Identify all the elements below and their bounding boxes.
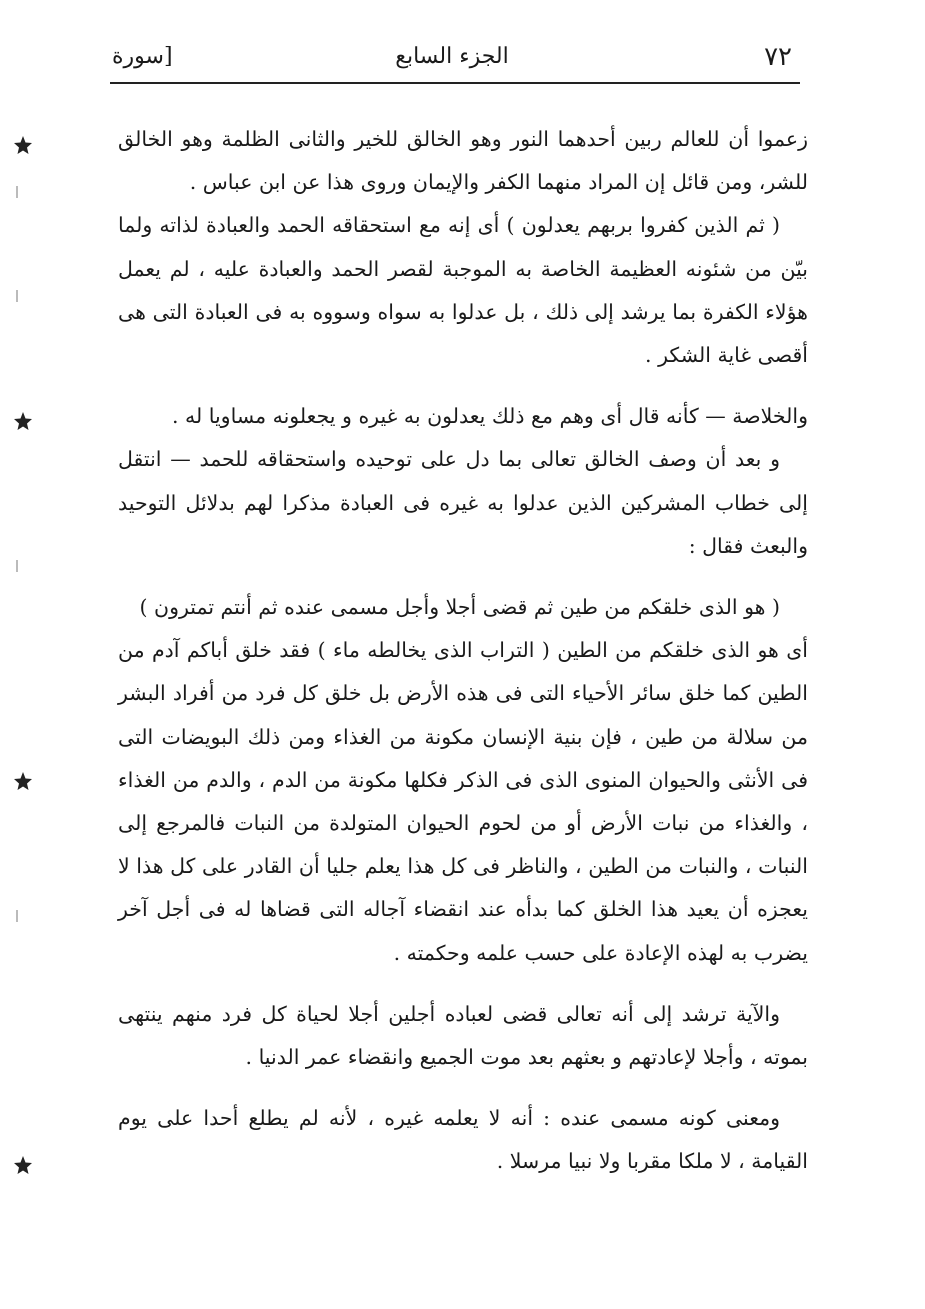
star-mark-icon xyxy=(12,1154,34,1176)
margin-tick xyxy=(16,290,18,302)
margin-tick xyxy=(16,910,18,922)
paragraph-1: زعموا أن للعالم ربين أحدهما النور وهو الخالق للخير والثانى الظلمة وهو الخالق للشر، ومن قائل إن المراد منهما الكفر والإيمان وروى هذا عن ابن عباس . xyxy=(118,127,808,195)
header-rule xyxy=(110,82,800,84)
paragraph-4: و بعد أن وصف الخالق تعالى بما دل على توحيده واستحقاقه للحمد — انتقل إلى خطاب المشركين الذين عدلوا به غيره فى العبادة مذكرا لهم بدلائل التوحيد والبعث فقال : xyxy=(118,447,808,558)
margin-tick xyxy=(16,560,18,572)
part-title: الجزء السابع xyxy=(395,44,509,69)
surah-label: [سورة xyxy=(112,44,173,69)
page-header xyxy=(112,38,792,82)
paragraph-5: ( هو الذى خلقكم من طين ثم قضى أجلا وأجل مسمى عنده ثم أنتم تمترون ) xyxy=(139,595,780,620)
paragraph-3: والخلاصة — كأنه قال أى وهم مع ذلك يعدلون به غيره و يجعلونه مساويا له . xyxy=(171,404,808,429)
star-mark-icon xyxy=(12,410,34,432)
star-mark-icon xyxy=(12,134,34,156)
paragraph-2: ( ثم الذين كفروا بربهم يعدلون ) أى إنه مع استحقاقه الحمد والعبادة لذاته ولما بيّن من شئونه العظيمة الخاصة به الموجبة لقصر الحمد والعبادة عليه ، لم يعمل هؤلاء الكفرة بما يرشد إلى ذلك ، بل عدلوا به سواه وسووه به فى العبادة التى هى أقصى غاية الشكر . xyxy=(118,213,808,368)
paragraph-6: أى هو الذى خلقكم من الطين ( التراب الذى يخالطه ماء ) فقد خلق أباكم آدم من الطين كما خلق سائر الأحياء التى فى هذه الأرض بل خلق كل فرد من أفراد البشر من سلالة من طين ، فإن بنية الإنسان مكونة من الغذاء ومن ذلك البويضات التى فى الأنثى والحيوان المنوى الذى فى الذكر فكلها مكونة من الدم ، والدم من الغذاء ، والغذاء من نبات الأرض أو من لحوم الحيوان المتولدة من النبات فالمرجع إلى النبات ، والنبات من الطين ، والناظر فى كل هذا يعلم جليا أن القادر على كل هذا لا يعجزه أن يعيد هذا الخلق كما بدأه عند انقضاء آجاله التى قضاها له فى أجل آخر يضرب به لهذه الإعادة على حسب علمه وحكمته . xyxy=(118,638,808,965)
margin-tick xyxy=(16,186,18,198)
paragraph-7: والآية ترشد إلى أنه تعالى قضى لعباده أجلين أجلا لحياة كل فرد منهم ينتهى بموته ، وأجلا لإعادتهم و بعثهم بعد موت الجميع وانقضاء عمر الدنيا . xyxy=(118,1001,808,1070)
star-mark-icon xyxy=(12,770,34,792)
body-text xyxy=(118,118,808,1184)
page-number: ٧٢ xyxy=(764,42,792,72)
paragraph-8: ومعنى كونه مسمى عنده : أنه لا يعلمه غيره ، لأنه لم يطلع أحدا على يوم القيامة ، لا ملكا مقربا ولا نبيا مرسلا . xyxy=(118,1106,808,1174)
